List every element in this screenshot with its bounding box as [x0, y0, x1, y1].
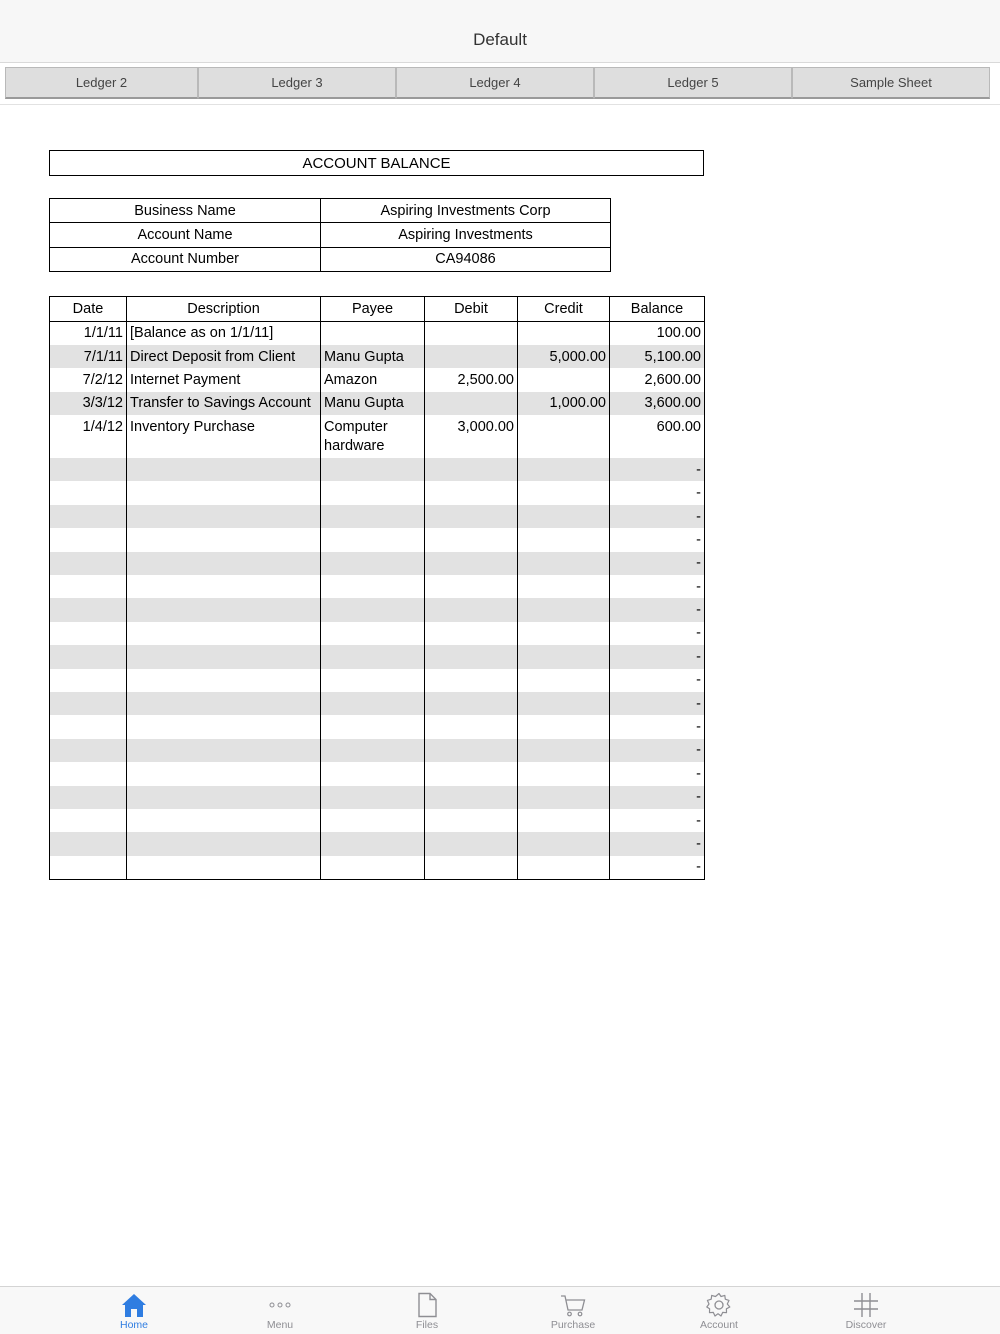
cart-icon: [560, 1292, 586, 1318]
cell-description[interactable]: [Balance as on 1/1/11]: [127, 322, 321, 345]
cell-balance[interactable]: -: [610, 575, 705, 598]
cell-payee[interactable]: [321, 856, 425, 879]
cell-payee[interactable]: [321, 739, 425, 762]
cell-date[interactable]: 1/1/11: [50, 322, 127, 345]
cell-credit[interactable]: [518, 832, 610, 855]
cell-credit[interactable]: [518, 458, 610, 481]
cell-credit[interactable]: [518, 528, 610, 551]
cell-date[interactable]: 1/4/12: [50, 415, 127, 458]
cell-debit[interactable]: [425, 786, 518, 809]
cell-credit[interactable]: [518, 739, 610, 762]
tab-purchase[interactable]: [523, 1287, 623, 1334]
cell-balance[interactable]: 5,100.00: [610, 345, 705, 368]
navigation-bar: [0, 0, 1000, 63]
cell-payee[interactable]: [321, 552, 425, 575]
table-row: [50, 692, 705, 715]
table-row: [50, 368, 705, 391]
cell-balance[interactable]: -: [610, 528, 705, 551]
tab-account[interactable]: [669, 1287, 769, 1334]
info-value-business-name[interactable]: Aspiring Investments Corp: [321, 199, 611, 223]
sheet-tabs: [0, 63, 1000, 105]
ledger-header-row: [50, 297, 705, 322]
table-row: [50, 715, 705, 738]
cell-balance[interactable]: -: [610, 786, 705, 809]
cell-debit[interactable]: [425, 345, 518, 368]
info-label-business-name[interactable]: Business Name: [50, 199, 321, 223]
cell-payee[interactable]: Manu Gupta: [321, 345, 425, 368]
cell-balance[interactable]: 100.00: [610, 322, 705, 345]
info-value-account-name[interactable]: Aspiring Investments: [321, 223, 611, 247]
table-row: [50, 622, 705, 645]
cell-balance[interactable]: -: [610, 762, 705, 785]
cell-payee[interactable]: [321, 786, 425, 809]
cell-credit[interactable]: [518, 322, 610, 345]
table-row: [50, 645, 705, 668]
cell-balance[interactable]: -: [610, 481, 705, 504]
cell-date[interactable]: [50, 552, 127, 575]
cell-description[interactable]: [127, 809, 321, 832]
table-row: [50, 762, 705, 785]
cell-debit[interactable]: [425, 552, 518, 575]
cell-credit[interactable]: [518, 552, 610, 575]
cell-credit[interactable]: [518, 598, 610, 621]
cell-balance[interactable]: -: [610, 598, 705, 621]
cell-description[interactable]: [127, 575, 321, 598]
cell-balance[interactable]: -: [610, 832, 705, 855]
column-header-debit[interactable]: Debit: [425, 297, 518, 322]
table-row: [50, 809, 705, 832]
more-dots-icon: [267, 1292, 293, 1318]
gear-icon: [706, 1292, 732, 1318]
cell-description[interactable]: Internet Payment: [127, 368, 321, 391]
table-row: [50, 786, 705, 809]
column-header-description[interactable]: Description: [127, 297, 321, 322]
cell-debit[interactable]: [425, 622, 518, 645]
cell-date[interactable]: [50, 645, 127, 668]
cell-payee[interactable]: [321, 505, 425, 528]
cell-payee[interactable]: [321, 715, 425, 738]
cell-description[interactable]: [127, 552, 321, 575]
table-row: [50, 856, 705, 879]
cell-description[interactable]: [127, 598, 321, 621]
tab-label: Discover: [845, 1319, 887, 1331]
cell-debit[interactable]: [425, 645, 518, 668]
tab-label: Files: [415, 1319, 439, 1331]
cell-balance[interactable]: -: [610, 645, 705, 668]
ledger-table: [49, 296, 705, 880]
cell-date[interactable]: [50, 458, 127, 481]
cell-credit[interactable]: [518, 415, 610, 458]
cell-balance[interactable]: -: [610, 739, 705, 762]
cell-balance[interactable]: -: [610, 692, 705, 715]
table-row: [50, 481, 705, 504]
cell-payee[interactable]: [321, 528, 425, 551]
cell-credit[interactable]: [518, 368, 610, 391]
cell-payee[interactable]: [321, 669, 425, 692]
cell-description[interactable]: [127, 481, 321, 504]
cell-payee[interactable]: [321, 762, 425, 785]
cell-balance[interactable]: -: [610, 809, 705, 832]
cell-debit[interactable]: [425, 809, 518, 832]
spreadsheet-area[interactable]: [0, 106, 1000, 1286]
cell-description[interactable]: [127, 856, 321, 879]
cell-balance[interactable]: -: [610, 622, 705, 645]
cell-description[interactable]: [127, 528, 321, 551]
column-header-credit[interactable]: Credit: [518, 297, 610, 322]
tab-home[interactable]: [84, 1287, 184, 1334]
cell-date[interactable]: [50, 669, 127, 692]
cell-payee[interactable]: [321, 458, 425, 481]
table-row: [50, 552, 705, 575]
column-header-payee[interactable]: Payee: [321, 297, 425, 322]
tab-ledger-3[interactable]: Ledger 3: [198, 67, 396, 99]
cell-payee[interactable]: Manu Gupta: [321, 392, 425, 415]
cell-debit[interactable]: [425, 739, 518, 762]
cell-debit[interactable]: [425, 692, 518, 715]
cell-credit[interactable]: [518, 786, 610, 809]
cell-description[interactable]: [127, 715, 321, 738]
cell-balance[interactable]: -: [610, 715, 705, 738]
tab-label: Purchase: [550, 1319, 596, 1331]
cell-date[interactable]: [50, 692, 127, 715]
cell-balance[interactable]: -: [610, 505, 705, 528]
table-row: [50, 739, 705, 762]
cell-debit[interactable]: 3,000.00: [425, 415, 518, 458]
cell-payee[interactable]: [321, 645, 425, 668]
tab-sample-sheet[interactable]: Sample Sheet: [792, 67, 990, 99]
cell-debit[interactable]: [425, 481, 518, 504]
tab-ledger-4[interactable]: Ledger 4: [396, 67, 594, 99]
cell-date[interactable]: [50, 739, 127, 762]
cell-payee[interactable]: Computer hardware: [321, 415, 425, 458]
cell-balance[interactable]: 600.00: [610, 415, 705, 458]
tab-label: Account: [700, 1319, 738, 1331]
bottom-tab-bar: [0, 1286, 1000, 1334]
cell-payee[interactable]: [321, 692, 425, 715]
cell-debit[interactable]: [425, 715, 518, 738]
cell-credit[interactable]: [518, 575, 610, 598]
table-row: [50, 598, 705, 621]
cell-date[interactable]: 7/1/11: [50, 345, 127, 368]
cell-payee[interactable]: [321, 809, 425, 832]
cell-date[interactable]: [50, 762, 127, 785]
cell-credit[interactable]: [518, 481, 610, 504]
cell-debit[interactable]: [425, 598, 518, 621]
cell-payee[interactable]: [321, 481, 425, 504]
cell-description[interactable]: Inventory Purchase: [127, 415, 321, 458]
cell-debit[interactable]: [425, 669, 518, 692]
cell-credit[interactable]: [518, 856, 610, 879]
table-row: [50, 669, 705, 692]
cell-date[interactable]: 7/2/12: [50, 368, 127, 391]
cell-payee[interactable]: [321, 598, 425, 621]
cell-credit[interactable]: [518, 715, 610, 738]
table-row: [50, 415, 705, 458]
cell-balance[interactable]: 2,600.00: [610, 368, 705, 391]
home-icon: [121, 1292, 147, 1318]
cell-credit[interactable]: [518, 692, 610, 715]
cell-description[interactable]: [127, 832, 321, 855]
cell-payee[interactable]: [321, 575, 425, 598]
cell-credit[interactable]: 5,000.00: [518, 345, 610, 368]
cell-credit[interactable]: [518, 505, 610, 528]
cell-balance[interactable]: -: [610, 669, 705, 692]
cell-date[interactable]: [50, 832, 127, 855]
cell-description[interactable]: [127, 669, 321, 692]
cell-debit[interactable]: [425, 322, 518, 345]
cell-balance[interactable]: 3,600.00: [610, 392, 705, 415]
cell-date[interactable]: [50, 622, 127, 645]
cell-description[interactable]: [127, 622, 321, 645]
cell-credit[interactable]: [518, 622, 610, 645]
cell-description[interactable]: [127, 645, 321, 668]
cell-date[interactable]: [50, 528, 127, 551]
cell-date[interactable]: [50, 809, 127, 832]
cell-credit[interactable]: [518, 645, 610, 668]
cell-description[interactable]: [127, 505, 321, 528]
cell-credit[interactable]: [518, 809, 610, 832]
table-row: [50, 575, 705, 598]
cell-date[interactable]: [50, 598, 127, 621]
cell-debit[interactable]: 2,500.00: [425, 368, 518, 391]
tab-files[interactable]: [377, 1287, 477, 1334]
table-row: [50, 832, 705, 855]
cell-credit[interactable]: 1,000.00: [518, 392, 610, 415]
cell-date[interactable]: [50, 575, 127, 598]
cell-debit[interactable]: [425, 856, 518, 879]
cell-debit[interactable]: [425, 505, 518, 528]
tab-menu[interactable]: [230, 1287, 330, 1334]
cell-date[interactable]: [50, 856, 127, 879]
column-header-date[interactable]: Date: [50, 297, 127, 322]
cell-description[interactable]: Direct Deposit from Client: [127, 345, 321, 368]
cell-description[interactable]: Transfer to Savings Account: [127, 392, 321, 415]
tab-discover[interactable]: [816, 1287, 916, 1334]
cell-debit[interactable]: [425, 528, 518, 551]
tab-ledger-5[interactable]: Ledger 5: [594, 67, 792, 99]
document-title: Default: [473, 30, 527, 49]
cell-date[interactable]: [50, 786, 127, 809]
table-row: [50, 322, 705, 345]
cell-balance[interactable]: -: [610, 856, 705, 879]
cell-payee[interactable]: [321, 832, 425, 855]
file-icon: [414, 1292, 440, 1318]
cell-date[interactable]: 3/3/12: [50, 392, 127, 415]
cell-credit[interactable]: [518, 669, 610, 692]
cell-debit[interactable]: [425, 832, 518, 855]
info-value-account-number[interactable]: CA94086: [321, 247, 611, 271]
cell-date[interactable]: [50, 505, 127, 528]
cell-balance[interactable]: -: [610, 552, 705, 575]
tab-label: Menu: [266, 1319, 294, 1331]
cell-payee[interactable]: [321, 322, 425, 345]
cell-credit[interactable]: [518, 762, 610, 785]
cell-description[interactable]: [127, 692, 321, 715]
tab-ledger-2[interactable]: Ledger 2: [5, 67, 198, 99]
account-info-table: [49, 198, 611, 272]
table-row: [50, 345, 705, 368]
cell-balance[interactable]: -: [610, 458, 705, 481]
table-row: [50, 458, 705, 481]
info-label-account-number[interactable]: Account Number: [50, 247, 321, 271]
cell-payee[interactable]: [321, 622, 425, 645]
cell-description[interactable]: [127, 786, 321, 809]
cell-debit[interactable]: [425, 762, 518, 785]
column-header-balance[interactable]: Balance: [610, 297, 705, 322]
table-row: [50, 505, 705, 528]
hashtag-icon: [853, 1292, 879, 1318]
cell-debit[interactable]: [425, 392, 518, 415]
cell-description[interactable]: [127, 458, 321, 481]
table-row: [50, 528, 705, 551]
cell-description[interactable]: [127, 762, 321, 785]
sheet-title[interactable]: ACCOUNT BALANCE: [50, 151, 704, 176]
cell-debit[interactable]: [425, 458, 518, 481]
title-table: [49, 150, 704, 176]
cell-debit[interactable]: [425, 575, 518, 598]
cell-description[interactable]: [127, 739, 321, 762]
cell-payee[interactable]: Amazon: [321, 368, 425, 391]
tab-label: Home: [119, 1319, 148, 1331]
cell-date[interactable]: [50, 481, 127, 504]
table-row: [50, 392, 705, 415]
info-label-account-name[interactable]: Account Name: [50, 223, 321, 247]
cell-date[interactable]: [50, 715, 127, 738]
